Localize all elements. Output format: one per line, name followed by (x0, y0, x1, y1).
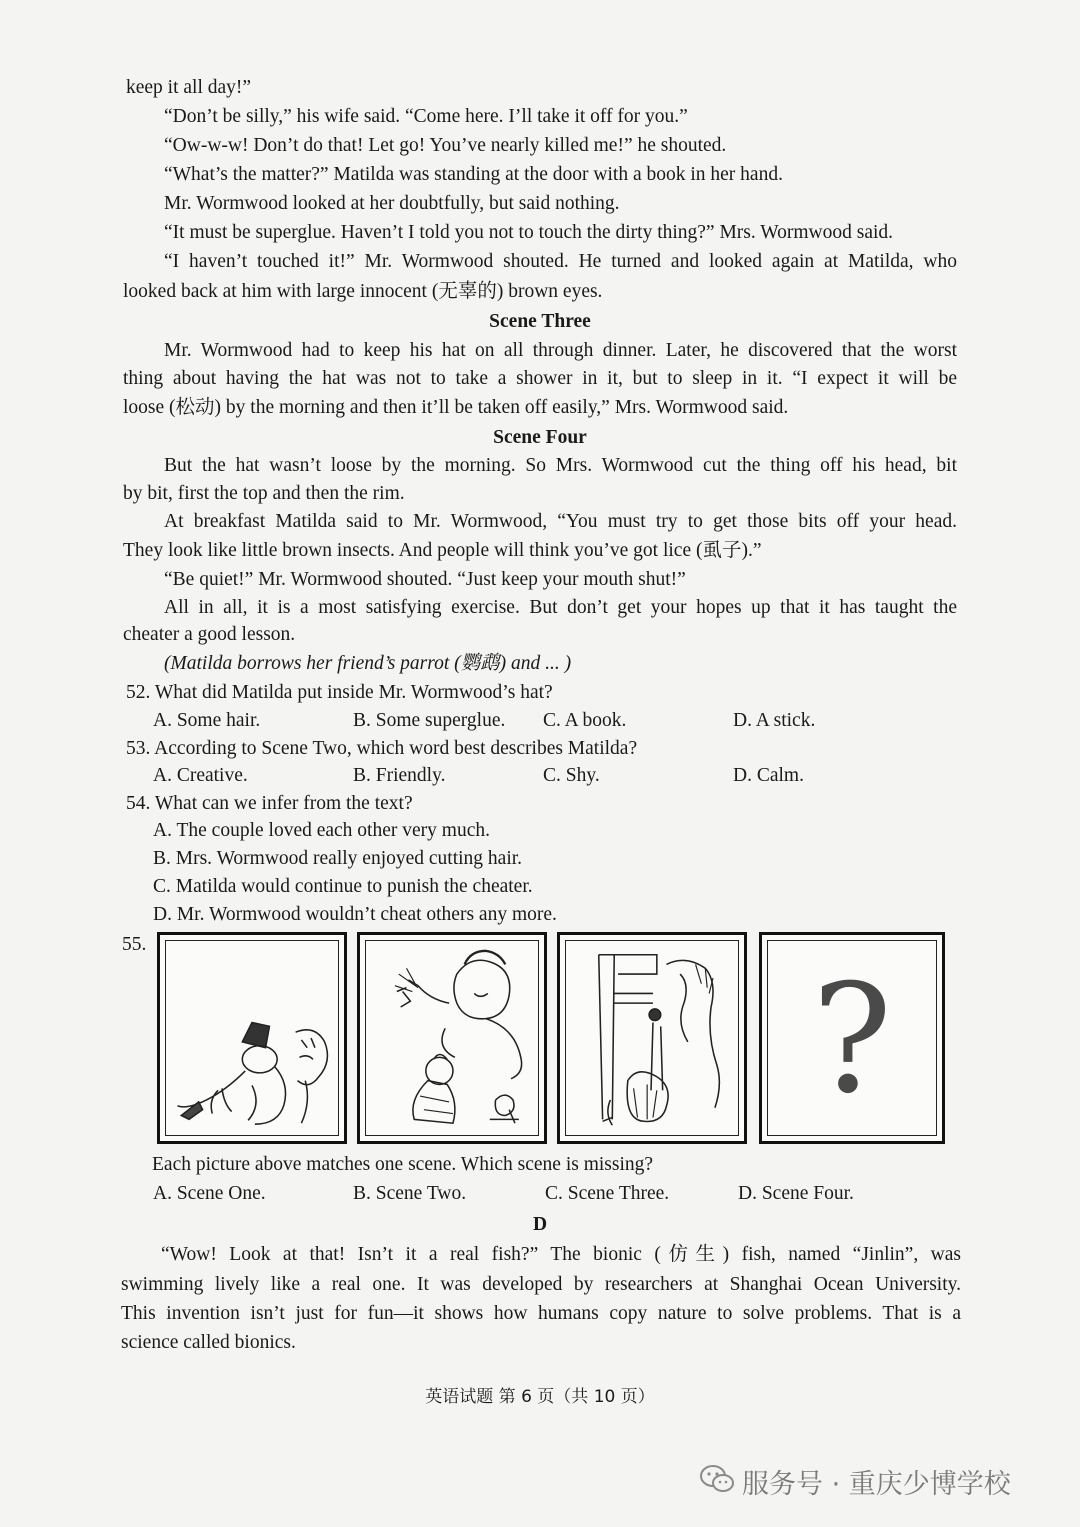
passage-line: Mr. Wormwood looked at her doubtfully, but said nothing. (164, 193, 620, 214)
answer-option: B. Friendly. (353, 765, 446, 786)
question-stem: Each picture above matches one scene. Which scene is missing? (152, 1154, 654, 1175)
sketch-man-hat-icon (160, 935, 344, 1141)
answer-option: D. Mr. Wormwood wouldn’t cheat others any more. (153, 904, 557, 925)
passage-line: by bit, first the top and then the rim. (123, 483, 405, 504)
page-footer: 英语试题 第 6 页（共 10 页） (425, 1387, 655, 1407)
passage-line: They look like little brown insects. And people will think you’ve got lice (虱子).” (123, 540, 762, 561)
sketch-shower-icon (560, 935, 744, 1141)
passage-line: “Don’t be silly,” his wife said. “Come here. I’ll take it off for you.” (164, 106, 688, 127)
passage-line: science called bionics. (121, 1332, 296, 1353)
question-mark: ? (811, 953, 893, 1127)
answer-option: B. Scene Two. (353, 1183, 467, 1204)
scene-heading: Scene Three (489, 311, 591, 332)
scene-illustration-2 (357, 932, 547, 1144)
passage-line: “It must be superglue. Haven’t I told you not to touch the dirty thing?” Mrs. Wormwood said. (164, 222, 894, 243)
answer-option: D. Scene Four. (738, 1183, 854, 1204)
passage-line: All in all, it is a most satisfying exercise. But don’t get your hopes up that it has taught the (164, 597, 957, 618)
passage-line: “What’s the matter?” Matilda was standing at the door with a book in her hand. (164, 164, 783, 185)
passage-line: But the hat wasn’t loose by the morning. So Mrs. Wormwood cut the thing off his head, bit (164, 455, 957, 476)
passage-line: “Wow! Look at that! Isn’t it a real fish?” The bionic (仿生) fish, named “Jinlin”, was (161, 1244, 961, 1265)
answer-option: C. Scene Three. (545, 1183, 670, 1204)
answer-option: C. A book. (543, 710, 627, 731)
passage-line: “I haven’t touched it!” Mr. Wormwood shouted. He turned and looked again at Matilda, who (164, 251, 957, 272)
scene-heading: Scene Four (493, 427, 587, 448)
answer-option: D. A stick. (733, 710, 816, 731)
passage-line: “Ow-w-w! Don’t do that! Let go! You’ve nearly killed me!” he shouted. (164, 135, 727, 156)
passage-line: “Be quiet!” Mr. Wormwood shouted. “Just keep your mouth shut!” (164, 569, 686, 590)
passage-line: cheater a good lesson. (123, 624, 296, 645)
passage-line: swimming lively like a real one. It was developed by researchers at Shanghai Ocean University. (121, 1274, 961, 1295)
question-stem: 54. What can we infer from the text? (126, 793, 413, 814)
passage-line: loose (松动) by the morning and then it’ll be taken off easily,” Mrs. Wormwood said. (123, 397, 789, 418)
passage-line: thing about having the hat was not to take a shower in it, but to sleep in it. “I expect it will be (123, 368, 957, 389)
answer-option: C. Matilda would continue to punish the cheater. (153, 876, 533, 897)
answer-option: A. Creative. (153, 765, 248, 786)
answer-option: A. Some hair. (153, 710, 261, 731)
question-stem: 53. According to Scene Two, which word best describes Matilda? (126, 738, 638, 759)
passage-heading: D (532, 1214, 548, 1235)
missing-scene-box (759, 932, 945, 1144)
answer-option: B. Mrs. Wormwood really enjoyed cutting hair. (153, 848, 523, 869)
passage-note: (Matilda borrows her friend’s parrot (鹦鹉) and ... ) (164, 653, 572, 674)
answer-option: A. Scene One. (153, 1183, 266, 1204)
passage-line: Mr. Wormwood had to keep his hat on all through dinner. Later, he discovered that the worst (164, 340, 957, 361)
scene-illustration-1 (157, 932, 347, 1144)
question-stem: 52. What did Matilda put inside Mr. Wormwood’s hat? (126, 682, 553, 703)
passage-line: looked back at him with large innocent (无辜的) brown eyes. (123, 281, 603, 302)
question-number: 55. (122, 934, 147, 955)
answer-option: A. The couple loved each other very much. (153, 820, 490, 841)
watermark-text: 服务号 · 重庆少博学校 (742, 1469, 1011, 1500)
scene-illustration-3 (557, 932, 747, 1144)
answer-option: D. Calm. (733, 765, 804, 786)
passage-line: At breakfast Matilda said to Mr. Wormwood, “You must try to get those bits off your head. (164, 511, 957, 532)
wechat-icon (700, 1464, 734, 1494)
sketch-woman-cutting-icon (360, 935, 544, 1141)
answer-option: B. Some superglue. (353, 710, 506, 731)
passage-line: This invention isn’t just for fun—it shows how humans copy nature to solve problems. That is a (121, 1303, 961, 1324)
passage-line: keep it all day!” (126, 77, 252, 98)
answer-option: C. Shy. (543, 765, 600, 786)
